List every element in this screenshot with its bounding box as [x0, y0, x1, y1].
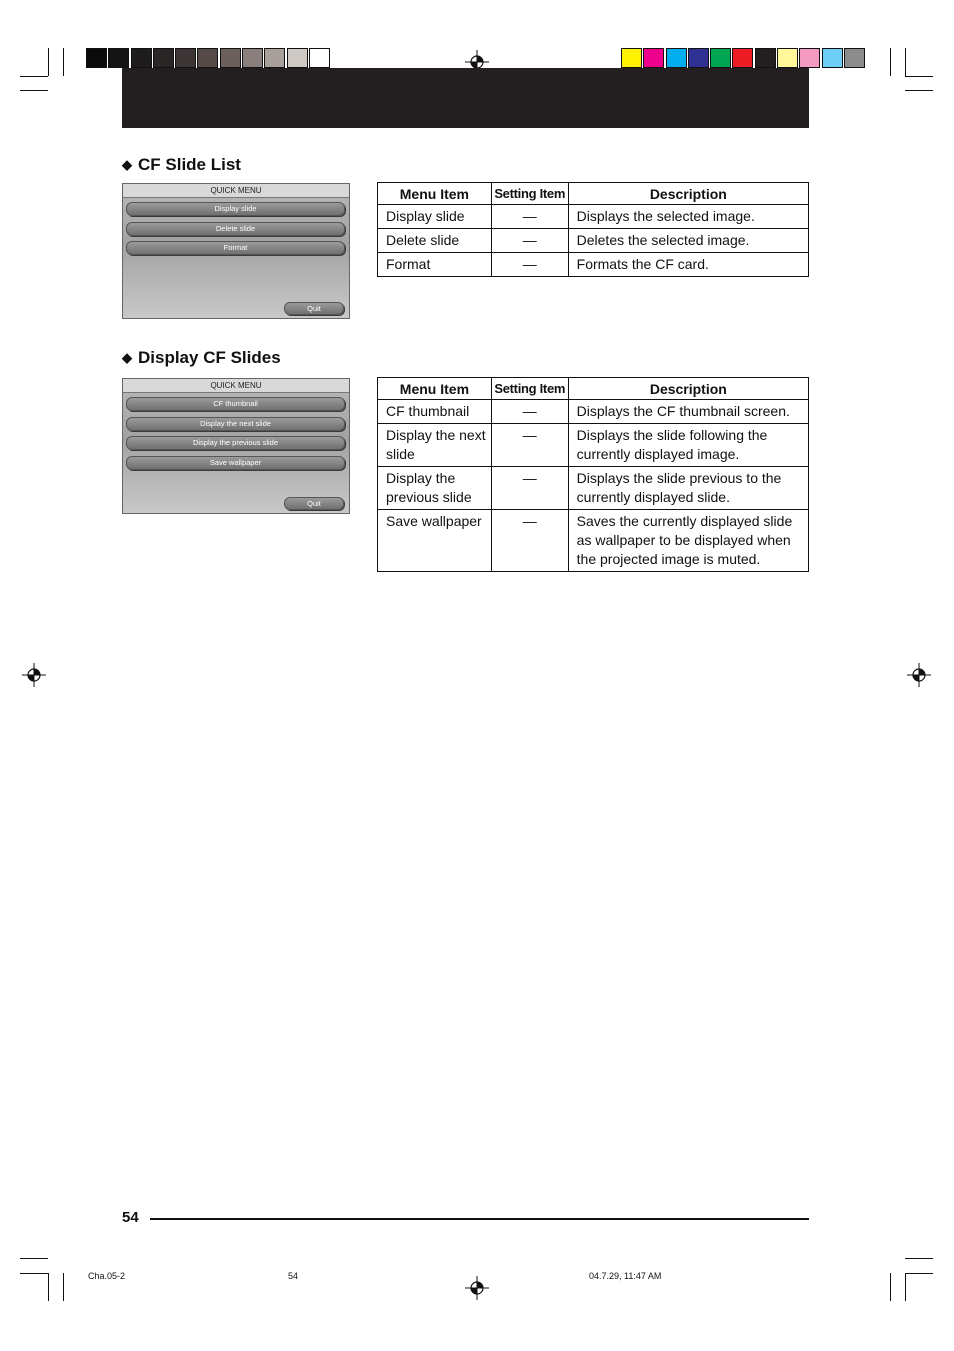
- crop-mark: [20, 1258, 48, 1259]
- menu-item-cell: Save wallpaper: [378, 510, 492, 572]
- diamond-bullet-icon: ◆: [122, 157, 132, 172]
- slug-file-name: Cha.05-2: [88, 1271, 126, 1281]
- color-swatch: [799, 48, 820, 68]
- setting-item-cell: —: [491, 253, 568, 277]
- color-swatch: [242, 48, 263, 68]
- color-swatch: [844, 48, 865, 68]
- registration-mark-icon: [907, 663, 931, 687]
- quick-menu-title: QUICK MENU: [123, 379, 349, 393]
- menu-item-cell: Display the next slide: [378, 424, 492, 467]
- column-header: Description: [568, 378, 808, 400]
- crop-mark: [20, 90, 48, 91]
- menu-button-save-wallpaper[interactable]: Save wallpaper: [126, 456, 345, 470]
- menu-button-next-slide[interactable]: Display the next slide: [126, 417, 345, 431]
- color-swatch: [621, 48, 642, 68]
- color-swatch: [287, 48, 308, 68]
- table-row: [378, 253, 809, 277]
- table-header-row: [378, 378, 809, 400]
- crop-mark: [905, 1273, 906, 1301]
- table-row: [378, 424, 809, 467]
- crop-mark: [48, 1273, 49, 1301]
- table-row: [378, 205, 809, 229]
- crop-mark: [905, 48, 906, 76]
- color-swatch: [86, 48, 107, 68]
- crop-mark: [905, 76, 933, 77]
- description-cell: Displays the slide following the currently displayed image.: [568, 424, 808, 467]
- color-swatch: [175, 48, 196, 68]
- column-header: Setting Item: [491, 378, 568, 400]
- column-header: Description: [568, 183, 808, 205]
- setting-item-cell: —: [491, 424, 568, 467]
- grayscale-bar: [86, 48, 331, 68]
- column-header: Menu Item: [378, 183, 492, 205]
- chapter-header-band: [122, 68, 809, 128]
- table-row: [378, 510, 809, 572]
- menu-button-delete-slide[interactable]: Delete slide: [126, 222, 345, 236]
- display-cf-slides-table: [377, 377, 809, 572]
- registration-mark-icon: [465, 1276, 489, 1300]
- menu-button-cf-thumbnail[interactable]: CF thumbnail: [126, 397, 345, 411]
- menu-button-previous-slide[interactable]: Display the previous slide: [126, 436, 345, 450]
- description-cell: Displays the CF thumbnail screen.: [568, 400, 808, 424]
- color-swatch: [197, 48, 218, 68]
- slug-page: 54: [288, 1271, 299, 1281]
- crop-mark: [890, 1273, 891, 1301]
- quick-menu-title: QUICK MENU: [123, 184, 349, 198]
- color-swatch: [264, 48, 285, 68]
- column-header: Setting Item: [491, 183, 568, 205]
- diamond-bullet-icon: ◆: [122, 350, 132, 365]
- color-swatch: [153, 48, 174, 68]
- color-swatch: [309, 48, 330, 68]
- crop-mark: [20, 76, 48, 77]
- description-cell: Displays the slide previous to the currently displayed slide.: [568, 467, 808, 510]
- color-swatch: [822, 48, 843, 68]
- crop-mark: [20, 1273, 48, 1274]
- quit-button[interactable]: Quit: [284, 302, 344, 315]
- setting-item-cell: —: [491, 400, 568, 424]
- color-swatch: [755, 48, 776, 68]
- table-row: [378, 229, 809, 253]
- process-color-bar: [621, 48, 866, 68]
- menu-item-cell: Display slide: [378, 205, 492, 229]
- table-row: [378, 467, 809, 510]
- crop-mark: [905, 1258, 933, 1259]
- crop-mark: [890, 48, 891, 76]
- page-number: 54: [122, 1209, 139, 1226]
- crop-mark: [905, 90, 933, 91]
- menu-item-cell: CF thumbnail: [378, 400, 492, 424]
- description-cell: Deletes the selected image.: [568, 229, 808, 253]
- description-cell: Saves the currently displayed slide as wallpaper to be displayed when the projected image is muted.: [568, 510, 808, 572]
- menu-button-display-slide[interactable]: Display slide: [126, 202, 345, 216]
- color-swatch: [688, 48, 709, 68]
- color-swatch: [666, 48, 687, 68]
- registration-mark-icon: [22, 663, 46, 687]
- color-swatch: [777, 48, 798, 68]
- menu-item-cell: Delete slide: [378, 229, 492, 253]
- setting-item-cell: —: [491, 229, 568, 253]
- footer-rule: [150, 1218, 809, 1220]
- description-cell: Displays the selected image.: [568, 205, 808, 229]
- color-swatch: [108, 48, 129, 68]
- color-swatch: [732, 48, 753, 68]
- setting-item-cell: —: [491, 510, 568, 572]
- color-swatch: [220, 48, 241, 68]
- menu-button-format[interactable]: Format: [126, 241, 345, 255]
- menu-item-cell: Format: [378, 253, 492, 277]
- quit-button[interactable]: Quit: [284, 497, 344, 510]
- cf-slide-list-table: [377, 182, 809, 277]
- color-swatch: [643, 48, 664, 68]
- setting-item-cell: —: [491, 205, 568, 229]
- crop-mark: [905, 1273, 933, 1274]
- color-swatch: [131, 48, 152, 68]
- description-cell: Formats the CF card.: [568, 253, 808, 277]
- crop-mark: [63, 48, 64, 76]
- quick-menu-display-cf-slides: [122, 378, 350, 514]
- quick-menu-cf-slide-list: [122, 183, 350, 319]
- menu-item-cell: Display the previous slide: [378, 467, 492, 510]
- heading-text: CF Slide List: [138, 155, 241, 174]
- color-swatch: [710, 48, 731, 68]
- section-heading-cf-slide-list: [122, 155, 241, 175]
- setting-item-cell: —: [491, 467, 568, 510]
- table-header-row: [378, 183, 809, 205]
- heading-text: Display CF Slides: [138, 348, 281, 367]
- crop-mark: [63, 1273, 64, 1301]
- table-row: [378, 400, 809, 424]
- column-header: Menu Item: [378, 378, 492, 400]
- crop-mark: [48, 48, 49, 76]
- section-heading-display-cf-slides: [122, 348, 281, 368]
- slug-date: 04.7.29, 11:47 AM: [589, 1271, 662, 1281]
